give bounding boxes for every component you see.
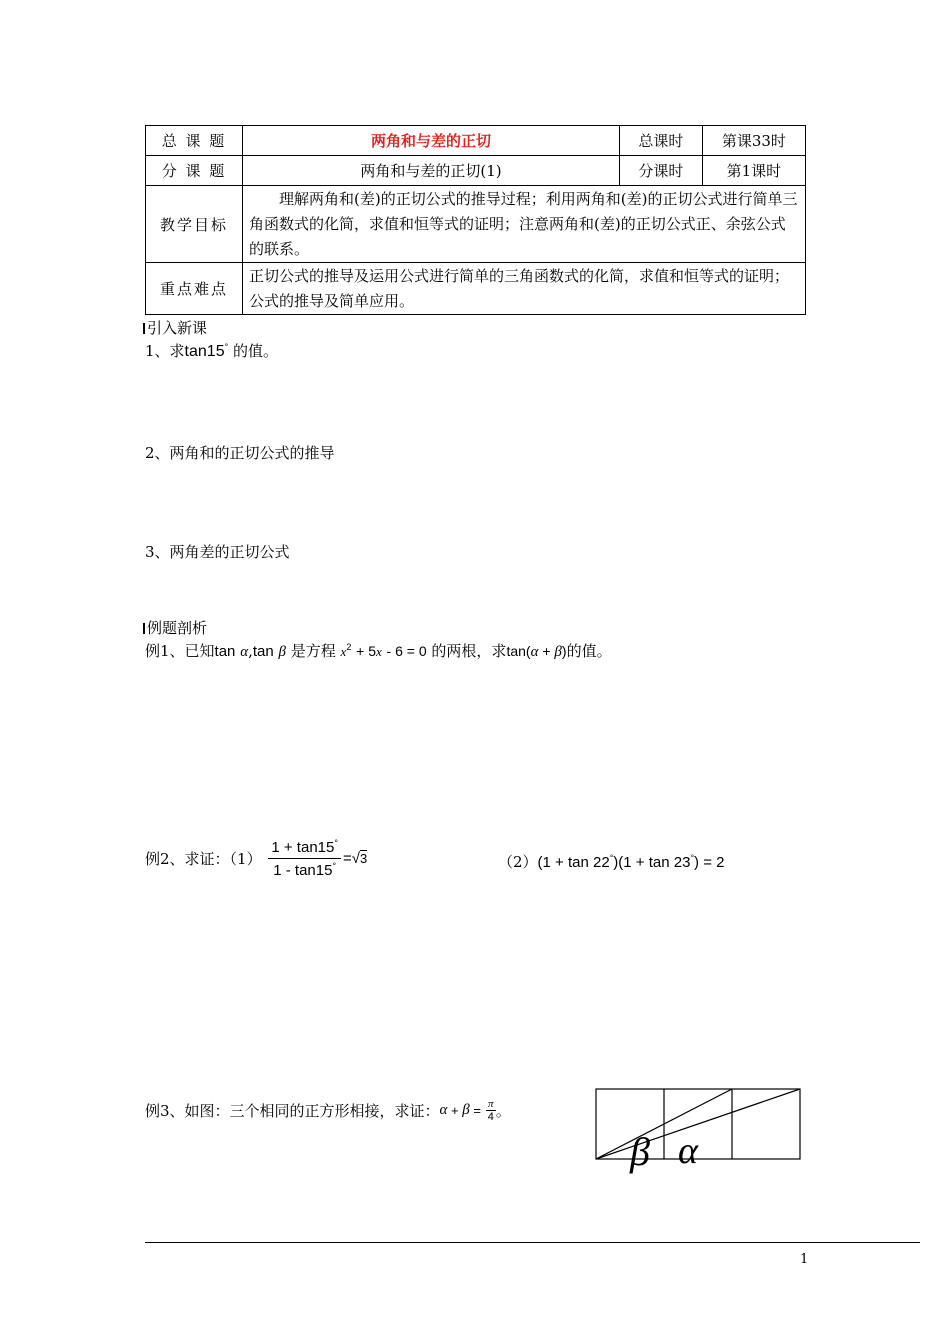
- page-number: 1: [800, 1252, 809, 1267]
- question-2: 2、两角和的正切公式的推导: [145, 444, 335, 462]
- value-total-hours: 第课33时: [702, 126, 805, 156]
- angle-beta-label: β: [630, 1129, 650, 1174]
- header-table: [145, 125, 806, 315]
- question-1: 1、求tan15° 的值。: [145, 342, 278, 360]
- label-sub-hours: 分课时: [620, 156, 703, 186]
- value-sub-hours: 第1课时: [702, 156, 805, 186]
- fraction-pi-over-4: $\frac{\pi}{4}$: [487, 1098, 494, 1123]
- sub-topic-title: 两角和与差的正切(1): [243, 156, 620, 186]
- angle-alpha-label: α: [678, 1130, 698, 1172]
- diagonal-alpha: [596, 1089, 800, 1159]
- label-sub-topic: 分 课 题: [146, 156, 243, 186]
- section-marker: [143, 323, 145, 334]
- fraction-tan15: $\frac{1 + \tan 15^\circ}{1 - \tan 15^\circ}$: [268, 838, 341, 879]
- label-key-points: 重点难点: [146, 263, 243, 315]
- footer-rule: [145, 1242, 920, 1243]
- label-total-hours: 总课时: [620, 126, 703, 156]
- question-3: 3、两角差的正切公式: [145, 543, 290, 561]
- section-heading-intro: 引入新课: [143, 317, 207, 338]
- label-teaching-goal: 教学目标: [146, 186, 243, 263]
- lesson-title: 两角和与差的正切: [243, 126, 620, 156]
- label-total-topic: 总 课 题: [146, 126, 243, 156]
- three-squares-figure: [590, 1085, 810, 1180]
- teaching-goal-text: 理解两角和(差)的正切公式的推导过程；利用两角和(差)的正切公式进行简单三角函数式的化简，求值和恒等式的证明；注意两角和(差)的正切公式正、余弦公式的联系。: [243, 186, 806, 263]
- example-2: 例2、求证：（1） $\frac{1 + \tan 15^\circ}{1 - \tan 15^\circ}$ =√3: [145, 838, 368, 879]
- example-2-part-2: （2）(1 + tan 22°)(1 + tan 23°) = 2: [498, 853, 725, 871]
- example-3: 例3、如图：三个相同的正方形相接，求证：α + β = $\frac{\pi}{4}$ 。: [145, 1098, 511, 1123]
- key-points-text: 正切公式的推导及运用公式进行简单的三角函数式的化简，求值和恒等式的证明；公式的推导及简单应用。: [243, 263, 806, 315]
- section-heading-examples: 例题剖析: [143, 617, 207, 638]
- section-marker: [143, 623, 145, 634]
- example-1: 例1、已知tan α,tan β 是方程 $x^2 + 5x - 6 = 0$ 的两根，求tan(α + β)的值。: [145, 642, 612, 660]
